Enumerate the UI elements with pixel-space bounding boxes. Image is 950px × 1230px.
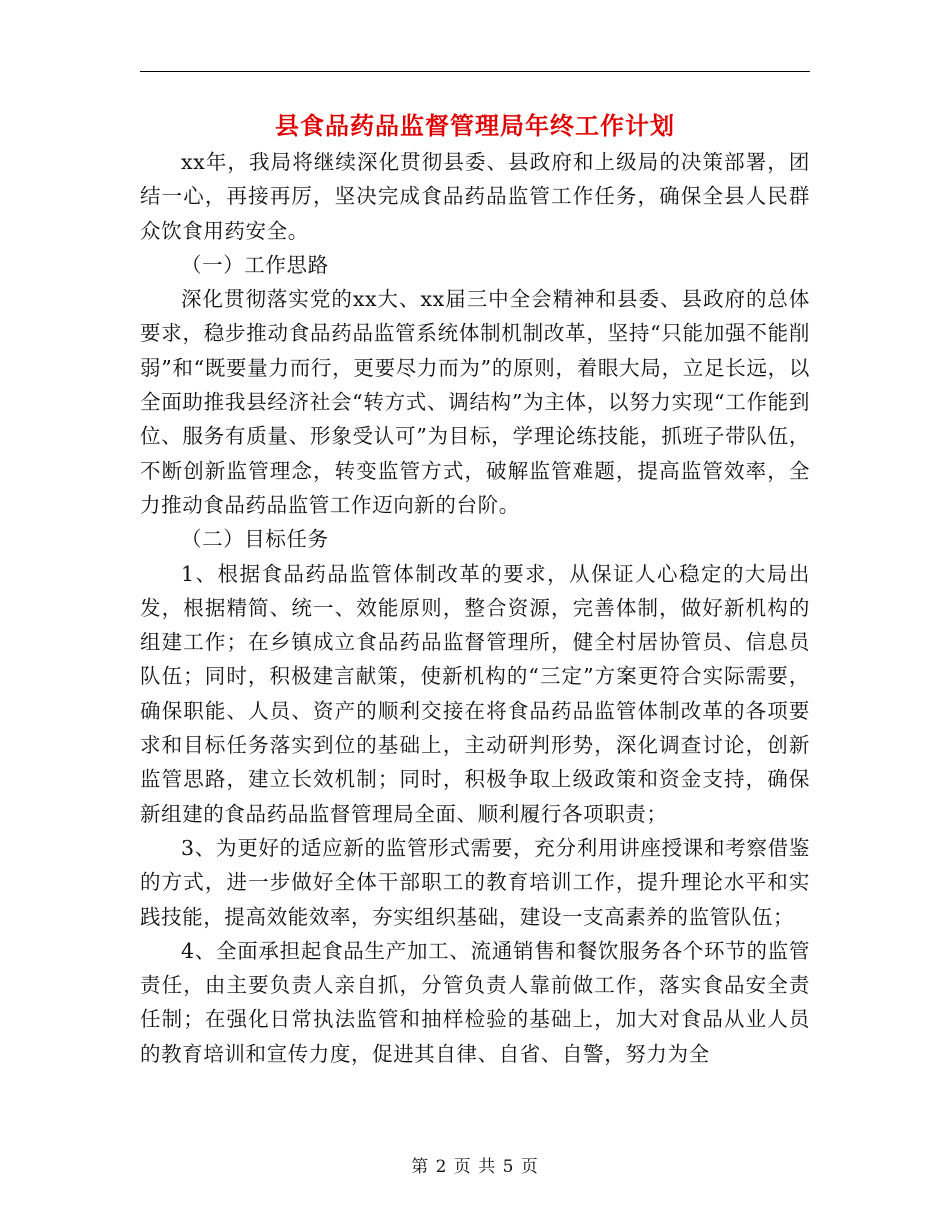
section-heading-goals: （二）目标任务 — [181, 527, 329, 552]
document-title: 县食品药品监督管理局年终工作计划 — [275, 111, 675, 140]
paragraph-work-ideas: 深化贯彻落实党的xx大、xx届三中全会精神和县委、县政府的总体要求，稳步推动食品药品监管系统体制机制改革，坚持“只能加强不能削弱”和“既要量力而行，更要尽力而为”的原则，着眼大局，立足长远，以全面助推我县经济社会“转方式、调结构”为主体，以努力实现“工作能到位、服务有质量、形象受认可”为目标，学理论练技能，抓班子带队伍，不断创新监管理念，转变监管方式，破解监管难题，提高监管效率，全力推动食品药品监管工作迈向新的台阶。 — [140, 287, 810, 517]
page-number: 第 2 页 共 5 页 — [411, 1157, 539, 1177]
header-rule — [140, 71, 810, 72]
document-body — [140, 145, 810, 1071]
paragraph-goal-1: 1、根据食品药品监管体制改革的要求，从保证人心稳定的大局出发，根据精简、统一、效能原则，整合资源，完善体制，做好新机构的组建工作；在乡镇成立食品药品监督管理所，健全村居协管员、信息员队伍；同时，积极建言献策，使新机构的“三定”方案更符合实际需要，确保职能、人员、资产的顺利交接在将食品药品监管体制改革的各项要求和目标任务落实到位的基础上，主动研判形势，深化调查讨论，创新监管思路，建立长效机制；同时，积极争取上级政策和资金支持，确保新组建的食品药品监督管理局全面、顺利履行各项职责； — [140, 561, 810, 826]
paragraph-goal-3: 3、为更好的适应新的监管形式需要，充分利用讲座授课和考察借鉴的方式，进一步做好全体干部职工的教育培训工作，提升理论水平和实践技能，提高效能效率，夯实组织基础，建设一支高素养的监管队伍； — [140, 835, 810, 929]
paragraph-intro: xx年，我局将继续深化贯彻县委、县政府和上级局的决策部署，团结一心，再接再厉，坚决完成食品药品监管工作任务，确保全县人民群众饮食用药安全。 — [140, 150, 810, 243]
paragraph-goal-4: 4、全面承担起食品生产加工、流通销售和餐饮服务各个环节的监管责任，由主要负责人亲自抓，分管负责人靠前做工作，落实食品安全责任制；在强化日常执法监管和抽样检验的基础上，加大对食品从业人员的教育培训和宣传力度，促进其自律、自省、自警，努力为全 — [140, 938, 810, 1066]
section-heading-work-ideas: （一）工作思路 — [181, 252, 329, 277]
